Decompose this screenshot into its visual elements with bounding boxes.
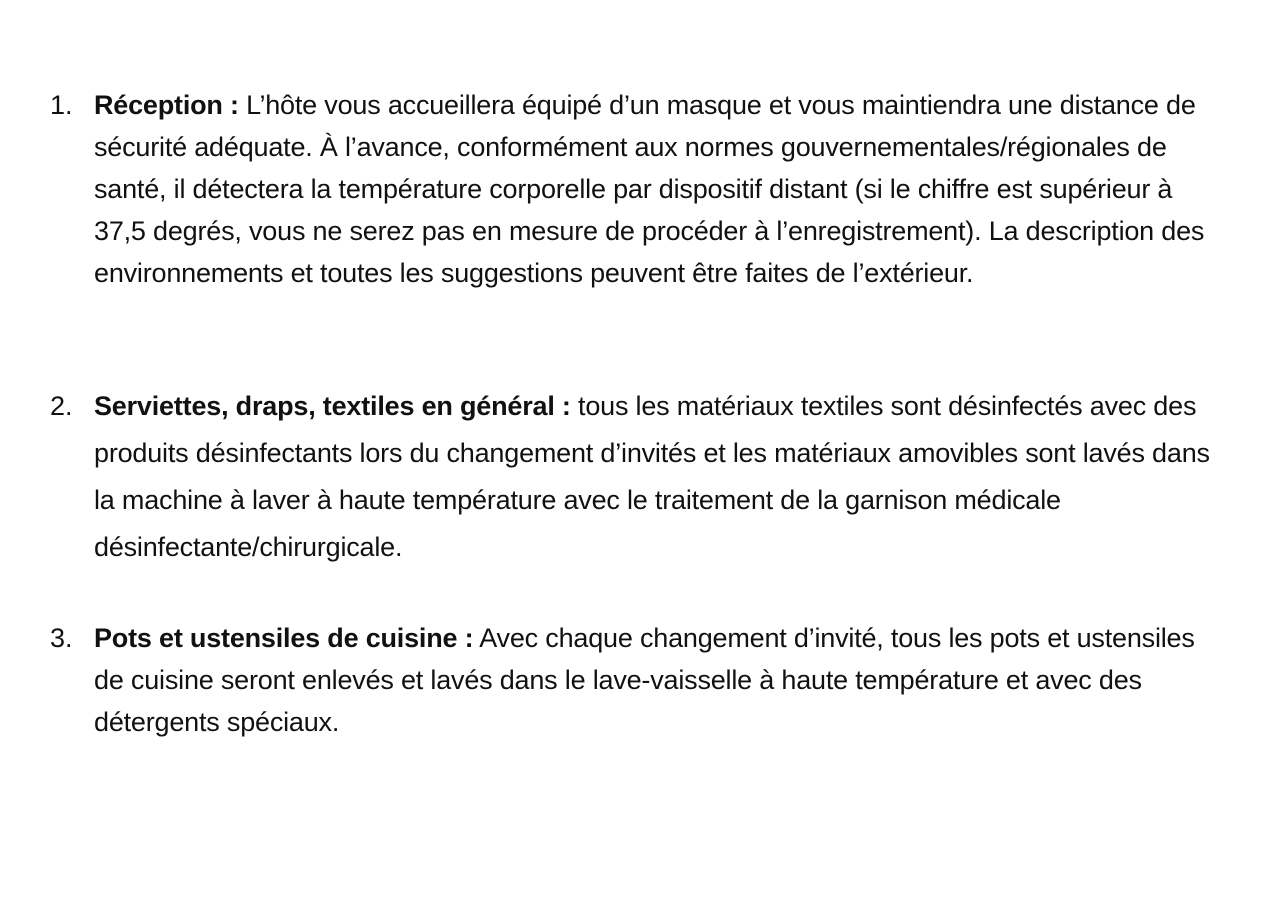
list-item-body: tous les matériaux textiles sont désinfectés avec des produits désinfectants lors du changement d’invités et les matériaux amovibles sont lavés dans la machine à laver à haute température avec le traitement de la garnison médicale désinfectante/chirurgicale. xyxy=(94,391,1210,562)
list-item-body: L’hôte vous accueillera équipé d’un masque et vous maintiendra une distance de sécurité adéquate. À l’avance, conformément aux normes gouvernementales/régionales de santé, il détectera la température corporelle par dispositif distant (si le chiffre est supérieur à 37,5 degrés, vous ne serez pas en mesure de procéder à l’enregistrement). La description des environnements et toutes les suggestions peuvent être faites de l’extérieur. xyxy=(94,90,1205,288)
list-item-heading: Réception : xyxy=(94,90,239,120)
list-item-heading: Serviettes, draps, textiles en général : xyxy=(94,391,571,421)
list-item-reception xyxy=(50,84,1210,294)
list-number: 1. xyxy=(50,90,73,120)
list-item-heading: Pots et ustensiles de cuisine : xyxy=(94,623,474,653)
list-item-body: Avec chaque changement d’invité, tous les pots et ustensiles de cuisine seront enlevés et lavés dans le lave-vaisselle à haute température et avec des détergents spéciaux. xyxy=(94,623,1195,737)
list-item-kitchenware xyxy=(50,617,1210,743)
list-item-textiles xyxy=(50,383,1210,571)
list-item-text xyxy=(94,383,1210,571)
list-item-text xyxy=(94,617,1210,743)
list-number: 2. xyxy=(50,391,73,421)
list-item-text xyxy=(94,84,1210,294)
list-number: 3. xyxy=(50,623,73,653)
